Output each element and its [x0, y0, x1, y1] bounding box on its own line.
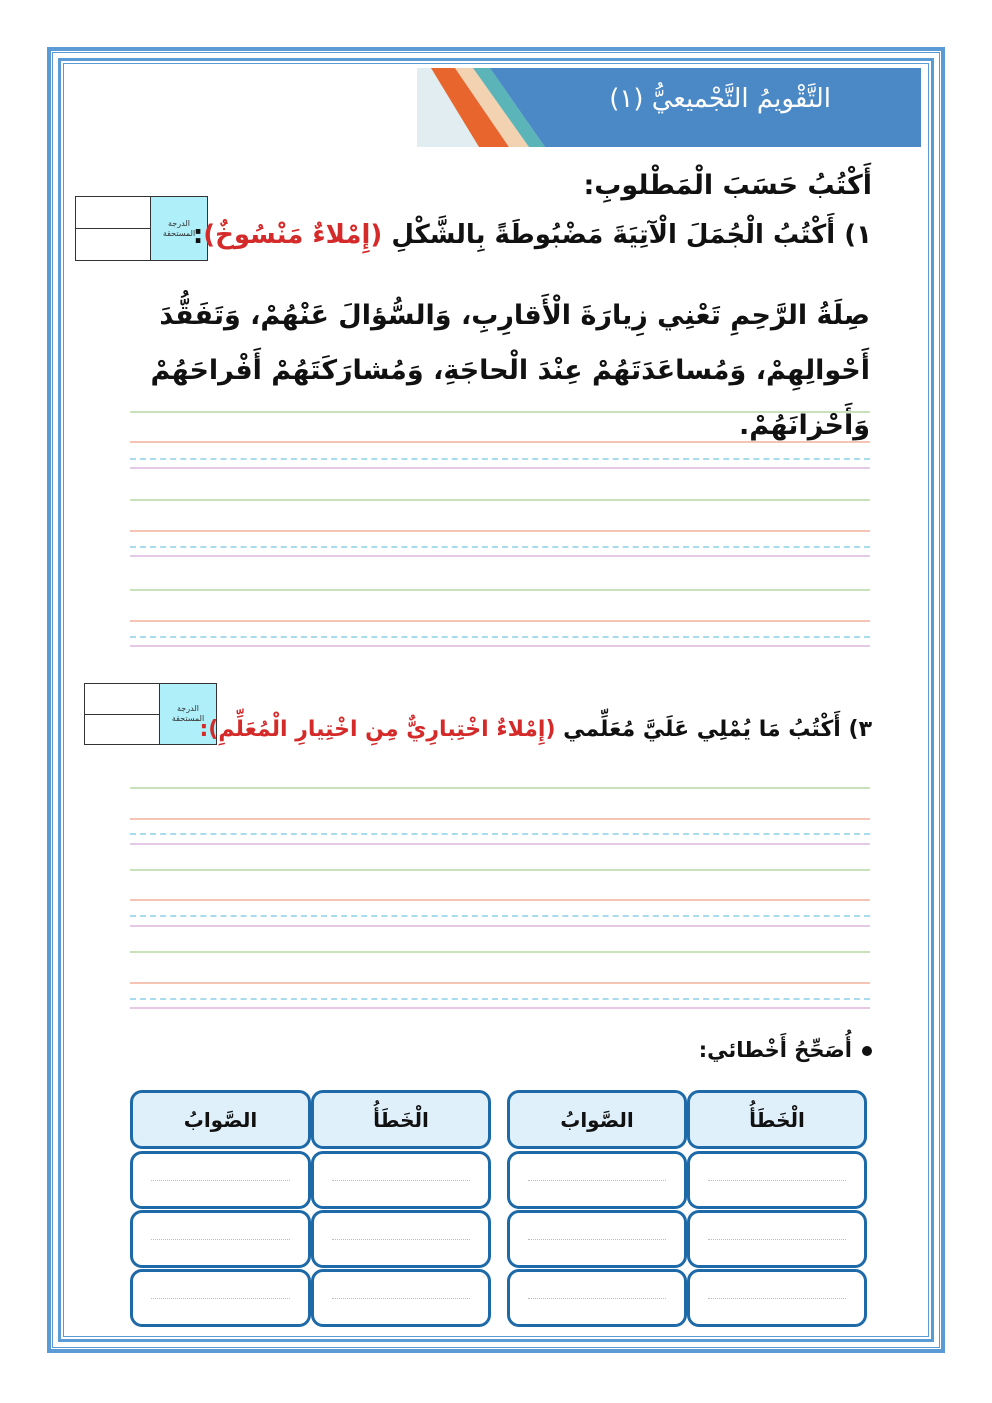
header-correct-right-table: الصَّوابُ	[507, 1090, 687, 1149]
wrong-word-cell[interactable]	[311, 1151, 491, 1209]
correct-word-cell[interactable]	[507, 1151, 687, 1209]
instruction-heading: أَكْتُبُ حَسَبَ الْمَطْلوبِ:	[583, 170, 872, 201]
wrong-word-cell[interactable]	[687, 1151, 867, 1209]
grade-label: الدرجة المستحقة	[150, 196, 208, 261]
corrections-label: أُصَحِّحُ أَخْطائي:	[699, 1038, 872, 1062]
grade-entry[interactable]	[84, 683, 159, 745]
wrong-word-cell[interactable]	[311, 1269, 491, 1327]
grade-entry[interactable]	[75, 196, 150, 261]
correct-word-cell[interactable]	[130, 1269, 311, 1327]
grade-label: الدرجة المستحقة	[159, 683, 217, 745]
question-3	[199, 717, 872, 742]
header-correct-left-table: الصَّوابُ	[130, 1090, 311, 1149]
wrong-word-cell[interactable]	[687, 1269, 867, 1327]
wrong-word-cell[interactable]	[687, 1210, 867, 1268]
title-banner	[417, 68, 921, 147]
header-wrong-left-table: الْخَطَأُ	[311, 1090, 491, 1149]
correct-word-cell[interactable]	[130, 1210, 311, 1268]
question-3-type: (إِمْلاءٌ اخْتِبارِيٌّ مِنِ اخْتِيارِ الْمُعَلِّمِ)	[208, 717, 556, 742]
question-1-type: (إِمْلاءٌ مَنْسُوخٌ)	[203, 220, 383, 250]
correct-word-cell[interactable]	[507, 1269, 687, 1327]
correct-word-cell[interactable]	[507, 1210, 687, 1268]
writing-area-2[interactable]	[130, 787, 870, 1017]
question-1	[193, 220, 872, 250]
page-title: التَّقْويمُ التَّجْميعيُّ (١)	[609, 84, 831, 114]
question-1-text: ١) أَكْتُبُ الْجُمَلَ الْآتِيَةَ مَضْبُوطَةً بِالشَّكْلِ	[382, 220, 872, 250]
writing-area-1[interactable]	[130, 411, 870, 651]
grade-box-q3	[84, 683, 217, 745]
dictation-passage: صِلَةُ الرَّحِمِ تَعْنِي زِيارَةَ الْأَقارِبِ، وَالسُّؤالَ عَنْهُمْ، وَتَفَقُّدَ أَحْوالِهِمْ، وَمُساعَدَتَهُمْ عِنْدَ الْحاجَةِ، وَمُشارَكَتَهُمْ أَفْراحَهُمْ وَأَحْزانَهُمْ.	[150, 300, 870, 441]
bullet-icon	[862, 1046, 872, 1056]
wrong-word-cell[interactable]	[311, 1210, 491, 1268]
question-3-colon: :	[199, 717, 209, 742]
question-1-colon: :	[192, 220, 204, 250]
correct-word-cell[interactable]	[130, 1151, 311, 1209]
header-wrong-right-table: الْخَطَأُ	[687, 1090, 867, 1149]
grade-box-q1	[75, 196, 208, 261]
question-3-text: ٣) أَكْتُبُ مَا يُمْلِي عَلَيَّ مُعَلِّمي	[555, 717, 872, 742]
